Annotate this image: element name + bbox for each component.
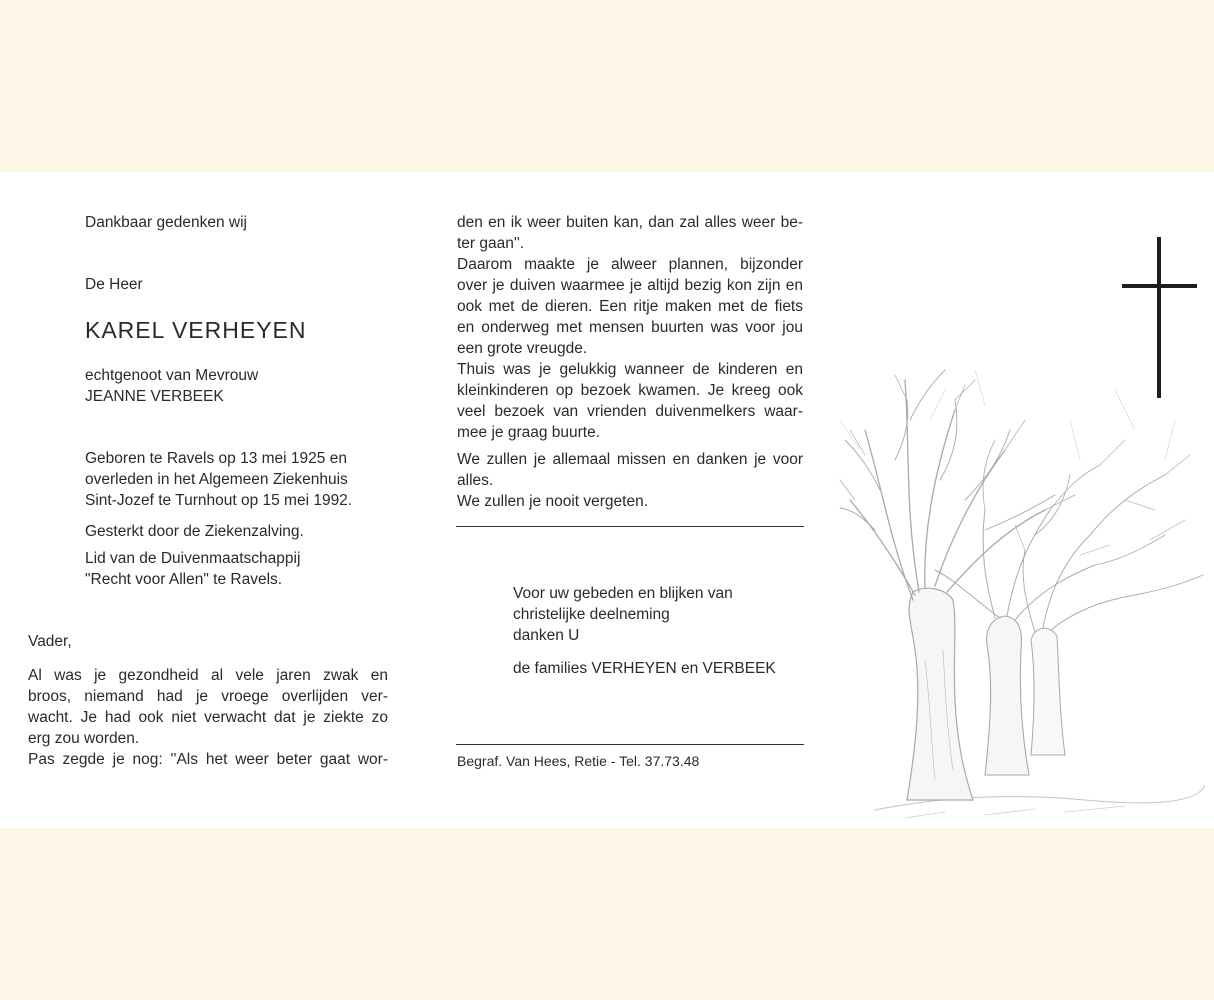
text-line: We zullen je nooit vergeten. [457, 493, 648, 510]
text-line: Daarom maakte je alweer plannen, bijzonder [457, 256, 803, 273]
text-line: ook met de dieren. Een ritje maken met de fiets [457, 298, 803, 315]
text-line: Pas zegde je nog: ''Als het weer beter gaat wor- [28, 751, 388, 768]
divider [456, 744, 804, 745]
birth-line: overleden in het Algemeen Ziekenhuis [85, 471, 348, 488]
text-line: broos, niemand had je vroege overlijden ver- [28, 688, 388, 705]
spouse-name: JEANNE VERBEEK [85, 388, 224, 405]
club-line: Lid van de Duivenmaatschappij [85, 550, 301, 567]
text-line: mee je graag buurte. [457, 424, 601, 441]
text-line: Al was je gezondheid al vele jaren zwak en [28, 667, 388, 684]
thanks-line: christelijke deelneming [513, 606, 670, 623]
text-line: We zullen je allemaal missen en danken je voor [457, 451, 803, 468]
text-line: den en ik weer buiten kan, dan zal alles weer be- [457, 214, 803, 231]
thanks-line: danken U [513, 627, 580, 644]
text-line: wacht. Je had ook niet verwacht dat je ziekte zo [28, 709, 388, 726]
title-prefix: De Heer [85, 276, 143, 293]
divider [456, 526, 804, 527]
birth-line: Sint-Jozef te Turnhout op 15 mei 1992. [85, 492, 353, 509]
text-line: Thuis was je gelukkig wanneer de kinderen en [457, 361, 803, 378]
deceased-name: KAREL VERHEYEN [85, 317, 307, 343]
spouse-line1: echtgenoot van Mevrouw [85, 367, 259, 384]
text-line: ter gaan''. [457, 235, 525, 252]
thanks-line: Voor uw gebeden en blijken van [513, 585, 733, 602]
address-text: Vader, [28, 633, 72, 650]
text-line: veel bezoek van vrienden duivenmelkers waar- [457, 403, 803, 420]
club-line: "Recht voor Allen" te Ravels. [85, 571, 283, 588]
intro-text: Dankbaar gedenken wij [85, 214, 247, 231]
text-line: over je duiven waarmee je altijd bezig kon zijn en [457, 277, 803, 294]
text-line: en onderweg met mensen buurten was voor jou [457, 319, 803, 336]
text-line: erg zou worden. [28, 730, 140, 747]
text-line: alles. [457, 472, 494, 489]
sacrament-text: Gesterkt door de Ziekenzalving. [85, 523, 304, 540]
printer-credit: Begraf. Van Hees, Retie - Tel. 37.73.48 [457, 753, 700, 769]
text-line: kleinkinderen op bezoek kwamen. Je kreeg ook [457, 382, 803, 399]
birth-line: Geboren te Ravels op 13 mei 1925 en [85, 450, 347, 467]
trees-illustration [835, 360, 1205, 825]
text-line: een grote vreugde. [457, 340, 588, 357]
families-line: de families VERHEYEN en VERBEEK [513, 660, 776, 677]
